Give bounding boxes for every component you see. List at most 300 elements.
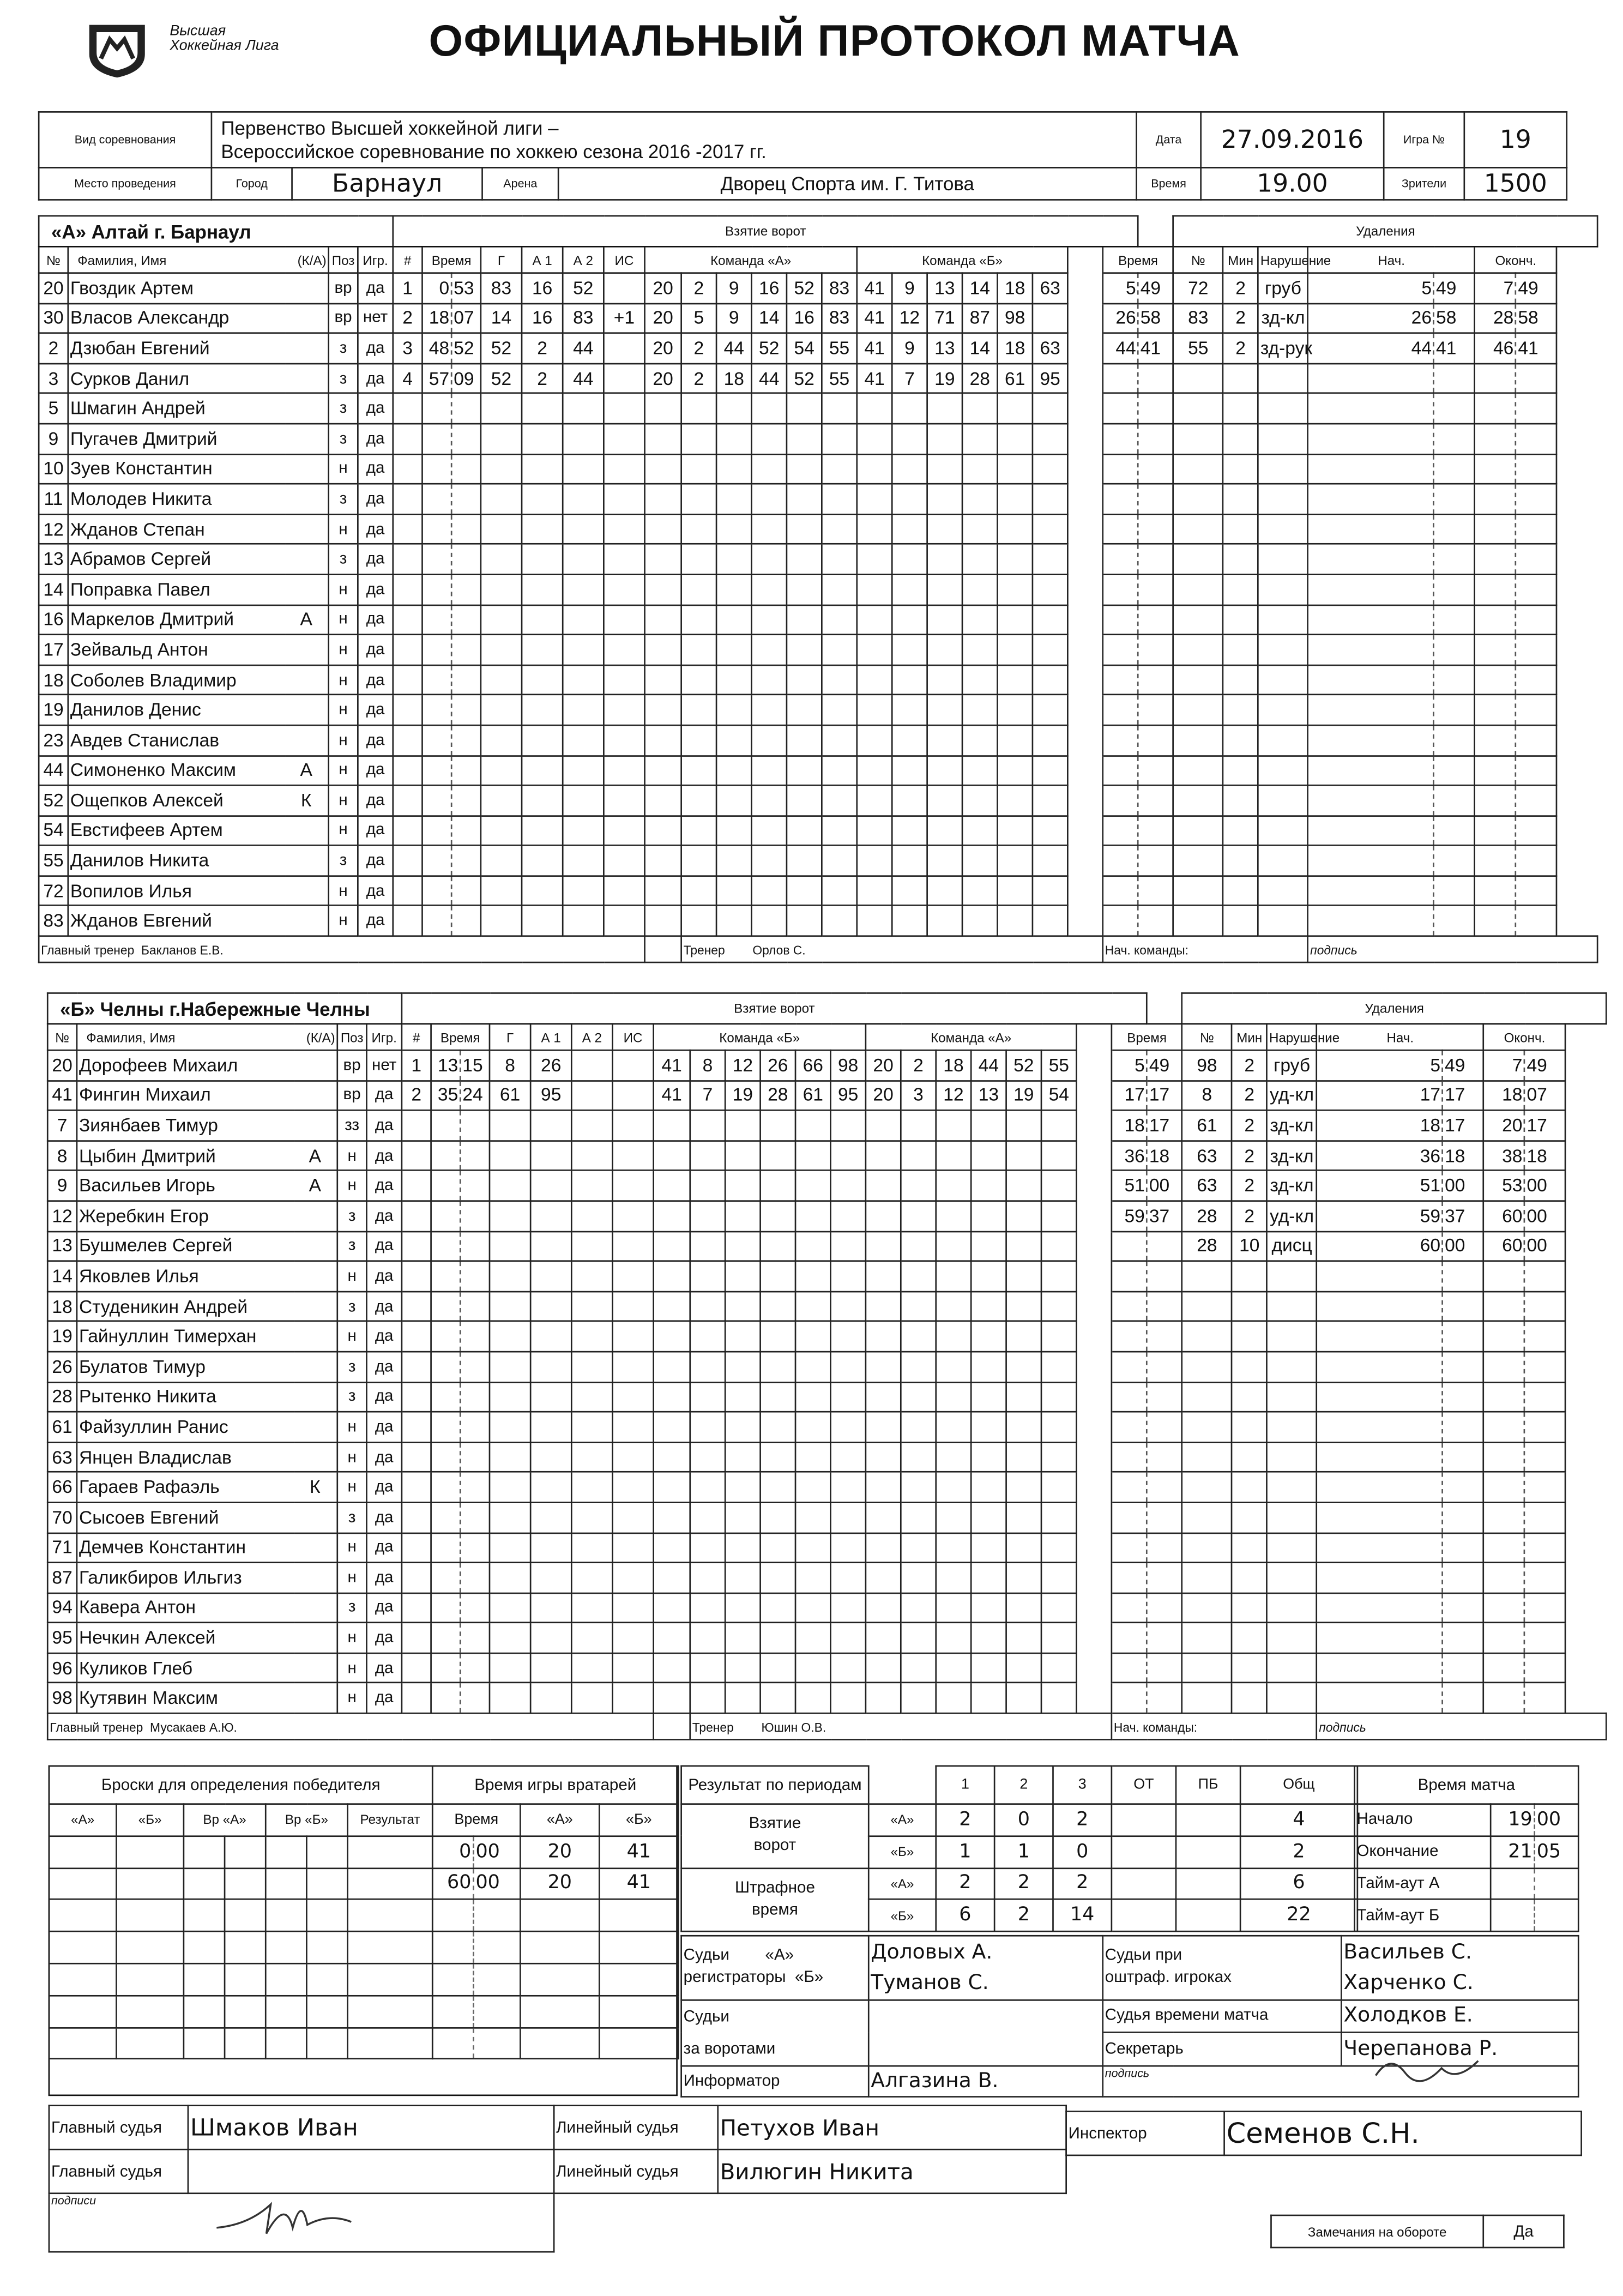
opp-ice-player xyxy=(997,876,1032,906)
goal-scorer: 83 xyxy=(481,273,522,303)
on-ice-player xyxy=(751,574,786,604)
player-name: Соболев Владимир xyxy=(68,665,285,695)
goal-scorer xyxy=(481,605,522,635)
on-ice-player xyxy=(795,1442,830,1472)
goal-a1 xyxy=(522,695,563,725)
goal-is xyxy=(612,1593,653,1623)
pen-min-clock: 17 xyxy=(1112,1080,1147,1110)
opp-ice-player xyxy=(971,1502,1006,1532)
h-time: Время xyxy=(422,246,480,273)
player-name: Файзуллин Ранис xyxy=(77,1412,293,1442)
opp-ice-player xyxy=(927,785,962,815)
opp-ice-player xyxy=(997,484,1032,514)
on-ice-player xyxy=(822,394,856,424)
goal-a1: 2 xyxy=(522,364,563,394)
opp-ice-player xyxy=(927,695,962,725)
goal-a1: 16 xyxy=(522,273,563,303)
pen-start-s: 37 xyxy=(1443,1201,1483,1231)
pim-value xyxy=(1112,1900,1176,1932)
pen-end-m xyxy=(1475,906,1516,936)
pen-min-clock xyxy=(1112,1231,1147,1261)
goal-sec xyxy=(460,1683,490,1713)
goal-no xyxy=(402,1291,431,1321)
opp-ice-player xyxy=(936,1563,971,1593)
player-pos: н xyxy=(337,1533,367,1563)
pen-minutes xyxy=(1223,876,1258,906)
player-no: 28 xyxy=(47,1382,77,1412)
opp-ice-player xyxy=(901,1412,936,1442)
on-ice-player xyxy=(795,1111,830,1141)
goal-a2 xyxy=(571,1291,612,1321)
goal-a1 xyxy=(522,906,563,936)
pen-infraction xyxy=(1258,605,1308,635)
player-row xyxy=(47,1623,1607,1653)
pen-sec-clock: 00 xyxy=(1147,1171,1182,1201)
opp-ice-player xyxy=(962,605,997,635)
pen-end-s xyxy=(1524,1261,1565,1291)
on-ice-player xyxy=(645,695,681,725)
goals-value: 0 xyxy=(1053,1836,1111,1868)
pen-player xyxy=(1173,544,1223,574)
on-ice-player: 8 xyxy=(690,1050,725,1080)
pen-sec-clock xyxy=(1138,484,1173,514)
pen-player xyxy=(1173,635,1223,665)
pen-end-m xyxy=(1475,635,1516,665)
goals-value: 2 xyxy=(1053,1804,1111,1836)
pen-end-m xyxy=(1483,1412,1524,1442)
opp-ice-player xyxy=(971,1412,1006,1442)
player-ka xyxy=(285,846,329,876)
opp-ice-player: 13 xyxy=(971,1080,1006,1110)
per-title: Результат по периодам xyxy=(681,1766,869,1804)
pen-sec-clock xyxy=(1138,665,1173,695)
on-ice-player: 41 xyxy=(654,1080,690,1110)
pen-sec-clock xyxy=(1138,364,1173,394)
pen-end-s: 07 xyxy=(1524,1080,1565,1110)
sh-result: Результат xyxy=(348,1804,433,1836)
opp-ice-player xyxy=(1033,394,1067,424)
player-ka xyxy=(293,1352,337,1382)
goal-scorer xyxy=(481,785,522,815)
on-ice-player xyxy=(690,1141,725,1171)
pen-player: 8 xyxy=(1182,1080,1232,1110)
goal-is xyxy=(604,846,644,876)
secretary-signature xyxy=(1361,2046,1537,2090)
pen-start-s xyxy=(1434,665,1475,695)
player-no: 19 xyxy=(39,695,68,725)
player-no: 9 xyxy=(47,1171,77,1201)
player-no: 20 xyxy=(39,273,68,303)
pen-min-clock xyxy=(1112,1623,1147,1653)
pen-sec-clock xyxy=(1147,1231,1182,1261)
opp-ice-player xyxy=(892,785,927,815)
opp-ice-player xyxy=(901,1111,936,1141)
page-title: ОФИЦИАЛЬНЫЙ ПРОТОКОЛ МАТЧА xyxy=(429,17,1241,66)
goal-a2 xyxy=(571,1442,612,1472)
on-ice-player xyxy=(645,876,681,906)
goals-value: 1 xyxy=(994,1836,1053,1868)
opp-ice-player xyxy=(1033,665,1067,695)
pen-start-s: 41 xyxy=(1434,333,1475,363)
opp-ice-player xyxy=(901,1563,936,1593)
pen-sec-clock: 41 xyxy=(1138,333,1173,363)
opp-ice-player xyxy=(857,725,892,755)
opp-ice-player xyxy=(1006,1322,1041,1352)
on-ice-player xyxy=(690,1442,725,1472)
goal-sec xyxy=(460,1352,490,1382)
goal-sec xyxy=(451,424,481,454)
pen-end-m xyxy=(1483,1472,1524,1502)
player-name: Кавера Антон xyxy=(77,1593,293,1623)
notes-table xyxy=(1270,2215,1565,2249)
player-ka xyxy=(293,1382,337,1412)
on-ice-player xyxy=(725,1563,760,1593)
on-ice-player: 20 xyxy=(645,303,681,333)
pen-end-m: 7 xyxy=(1475,273,1516,303)
on-ice-player xyxy=(830,1382,865,1412)
h-a2: А 2 xyxy=(571,1024,612,1050)
player-row xyxy=(39,394,1598,424)
pen-minutes: 2 xyxy=(1223,333,1258,363)
goal-min xyxy=(422,514,451,544)
pen-start-s xyxy=(1434,454,1475,484)
period-results-table xyxy=(680,1765,1358,1933)
player-name: Зиянбаев Тимур xyxy=(77,1111,293,1141)
pen-sec-clock xyxy=(1147,1653,1182,1683)
player-igr: да xyxy=(358,424,393,454)
pen-start-s xyxy=(1434,514,1475,544)
goal-scorer xyxy=(481,816,522,846)
player-ka xyxy=(285,816,329,846)
on-ice-player xyxy=(787,876,822,906)
opp-ice-player xyxy=(892,665,927,695)
goal-is xyxy=(604,424,644,454)
pen-minutes xyxy=(1223,574,1258,604)
pen-end-s xyxy=(1516,484,1556,514)
player-pos: н xyxy=(329,695,358,725)
goal-min xyxy=(431,1502,461,1532)
player-name: Пугачев Дмитрий xyxy=(68,424,285,454)
pen-sec-clock xyxy=(1138,695,1173,725)
h-no: № xyxy=(39,246,68,273)
h-pos: Поз xyxy=(329,246,358,273)
opp-ice-player xyxy=(866,1502,901,1532)
goal-scorer xyxy=(490,1382,530,1412)
goal-no xyxy=(402,1502,431,1532)
pen-start-m: 5 xyxy=(1317,1050,1443,1080)
pen-infraction xyxy=(1267,1322,1317,1352)
goal-scorer xyxy=(490,1322,530,1352)
goal-no: 3 xyxy=(393,333,423,363)
goal-sec xyxy=(460,1412,490,1442)
linesman-label-1: Линейный судья xyxy=(554,2106,718,2150)
goal-no xyxy=(393,454,423,484)
pen-sec-clock xyxy=(1138,725,1173,755)
goal-a1: 2 xyxy=(522,333,563,363)
goal-scorer xyxy=(481,695,522,725)
pim-value xyxy=(1176,1900,1240,1932)
player-ka xyxy=(285,574,329,604)
main-ref-label-2: Главный судья xyxy=(49,2149,188,2193)
player-no: 52 xyxy=(39,785,68,815)
opp-ice-player xyxy=(892,816,927,846)
on-ice-player xyxy=(795,1382,830,1412)
pim-value: 2 xyxy=(1053,1868,1111,1900)
h-is: ИС xyxy=(604,246,644,273)
h-pen-start: Нач. xyxy=(1317,1024,1483,1050)
pen-minutes xyxy=(1223,484,1258,514)
player-igr: да xyxy=(366,1533,401,1563)
goal-a2 xyxy=(571,1171,612,1201)
goal-sec xyxy=(460,1502,490,1532)
pen-end-s xyxy=(1524,1502,1565,1532)
player-name: Вопилов Илья xyxy=(68,876,285,906)
pen-minutes xyxy=(1223,424,1258,454)
player-no: 2 xyxy=(39,333,68,363)
on-ice-player: 16 xyxy=(787,303,822,333)
pen-player: 28 xyxy=(1182,1231,1232,1261)
on-ice-player xyxy=(654,1201,690,1231)
opp-ice-player xyxy=(1006,1563,1041,1593)
player-pos: н xyxy=(329,574,358,604)
pen-min-clock xyxy=(1103,665,1138,695)
opp-ice-player xyxy=(997,574,1032,604)
on-ice-player xyxy=(654,1322,690,1352)
on-ice-player xyxy=(645,514,681,544)
gk-time-h: Время xyxy=(432,1804,520,1836)
player-ka xyxy=(293,1291,337,1321)
player-name: Дзюбан Евгений xyxy=(68,333,285,363)
player-row xyxy=(39,364,1598,394)
on-ice-player xyxy=(645,635,681,665)
pen-minutes: 2 xyxy=(1223,303,1258,333)
opp-ice-player xyxy=(857,906,892,936)
pen-start-s xyxy=(1434,876,1475,906)
opp-ice-player xyxy=(1006,1141,1041,1171)
on-ice-player xyxy=(716,695,751,725)
goal-no xyxy=(393,755,423,785)
pen-end-s xyxy=(1524,1322,1565,1352)
player-row xyxy=(39,424,1598,454)
opp-ice-player xyxy=(866,1593,901,1623)
h-name: Фамилия, Имя (К/А) xyxy=(68,246,329,273)
player-igr: да xyxy=(366,1382,401,1412)
start-label: Начало xyxy=(1355,1804,1491,1836)
pen-end-s xyxy=(1516,514,1556,544)
goal-sec: 53 xyxy=(451,273,481,303)
goal-min: 13 xyxy=(431,1050,461,1080)
player-row xyxy=(47,1231,1607,1261)
goal-scorer xyxy=(490,1352,530,1382)
goal-a2 xyxy=(571,1653,612,1683)
player-name: Гайнуллин Тимерхан xyxy=(77,1322,293,1352)
player-no: 72 xyxy=(39,876,68,906)
opp-ice-player xyxy=(1006,1593,1041,1623)
goal-a2 xyxy=(571,1111,612,1141)
on-ice-player xyxy=(654,1593,690,1623)
opp-ice-player xyxy=(962,665,997,695)
goal-min xyxy=(431,1231,461,1261)
tot-h: Общ xyxy=(1240,1766,1357,1804)
pen-start-m xyxy=(1308,605,1434,635)
goal-sec: 52 xyxy=(451,333,481,363)
opp-ice-player: 41 xyxy=(857,273,892,303)
player-pos: н xyxy=(337,1442,367,1472)
pen-end-s xyxy=(1524,1623,1565,1653)
goal-a1 xyxy=(522,725,563,755)
player-no: 55 xyxy=(39,846,68,876)
on-ice-player: 7 xyxy=(690,1080,725,1110)
player-row xyxy=(39,635,1598,665)
opp-ice-player: 14 xyxy=(962,273,997,303)
pen-player xyxy=(1173,665,1223,695)
opp-ice-player xyxy=(962,906,997,936)
pen-start-s xyxy=(1443,1563,1483,1593)
pen-minutes xyxy=(1223,816,1258,846)
pen-end-s xyxy=(1524,1291,1565,1321)
goal-is xyxy=(612,1111,653,1141)
goal-scorer xyxy=(481,424,522,454)
player-ka xyxy=(293,1412,337,1442)
pen-min-clock xyxy=(1112,1502,1147,1532)
goal-scorer xyxy=(490,1502,530,1532)
on-ice-player xyxy=(690,1322,725,1352)
pen-player xyxy=(1173,846,1223,876)
player-row xyxy=(39,846,1598,876)
opp-ice-player xyxy=(997,906,1032,936)
goal-is xyxy=(604,574,644,604)
goal-is xyxy=(612,1291,653,1321)
goal-a2 xyxy=(571,1563,612,1593)
pen-start-m xyxy=(1317,1563,1443,1593)
opp-ice-player xyxy=(892,755,927,785)
pen-sec-clock xyxy=(1147,1322,1182,1352)
pen-min-clock xyxy=(1103,574,1138,604)
player-no: 26 xyxy=(47,1352,77,1382)
opp-ice-player xyxy=(857,876,892,906)
h-opp-ice: Команда «А» xyxy=(866,1024,1077,1050)
opp-ice-player xyxy=(936,1322,971,1352)
player-row xyxy=(47,1502,1607,1532)
goal-is xyxy=(604,364,644,394)
game-label: Игра № xyxy=(1384,112,1464,167)
opp-ice-player: 7 xyxy=(892,364,927,394)
h-pen-inf: Нарушение xyxy=(1258,246,1308,273)
player-row xyxy=(39,484,1598,514)
goal-is xyxy=(604,725,644,755)
player-name: Шмагин Андрей xyxy=(68,394,285,424)
arena-value: Дворец Спорта им. Г. Титова xyxy=(558,167,1136,200)
pen-infraction xyxy=(1258,635,1308,665)
pen-player xyxy=(1173,755,1223,785)
opp-ice-player xyxy=(1041,1382,1076,1412)
opp-ice-player xyxy=(901,1653,936,1683)
goal-a2 xyxy=(563,665,604,695)
goals-label: Взятие ворот xyxy=(681,1804,869,1868)
goal-scorer xyxy=(481,394,522,424)
pen-end-s xyxy=(1524,1593,1565,1623)
opp-ice-player xyxy=(1041,1111,1076,1141)
player-row xyxy=(39,333,1598,363)
goal-a1 xyxy=(522,394,563,424)
pen-minutes xyxy=(1223,785,1258,815)
on-ice-player xyxy=(830,1683,865,1713)
player-igr: да xyxy=(366,1683,401,1713)
pen-infraction: уд-кл xyxy=(1267,1080,1317,1110)
vr-b: Вр «Б» xyxy=(266,1804,347,1836)
goal-sec xyxy=(451,785,481,815)
pen-start-s xyxy=(1434,605,1475,635)
pen-player: 83 xyxy=(1173,303,1223,333)
opp-ice-player xyxy=(901,1141,936,1171)
place-table xyxy=(38,167,1567,201)
pen-player xyxy=(1182,1623,1232,1653)
opp-ice-player xyxy=(901,1472,936,1502)
on-ice-player xyxy=(822,876,856,906)
pen-sec-clock xyxy=(1147,1291,1182,1321)
on-ice-player xyxy=(690,1472,725,1502)
pen-sec-clock xyxy=(1138,394,1173,424)
pen-end-m xyxy=(1475,695,1516,725)
opp-ice-player xyxy=(892,454,927,484)
on-ice-player xyxy=(787,816,822,846)
goal-min xyxy=(431,1382,461,1412)
pen-end-s xyxy=(1516,424,1556,454)
main-ref-1: Шмаков Иван xyxy=(188,2106,554,2150)
opp-ice-player xyxy=(1006,1683,1041,1713)
goal-a2 xyxy=(563,785,604,815)
pen-start-s xyxy=(1434,484,1475,514)
goal-scorer: 8 xyxy=(490,1050,530,1080)
pen-min-clock xyxy=(1103,755,1138,785)
on-ice-player xyxy=(654,1533,690,1563)
goal-sec xyxy=(460,1593,490,1623)
pen-player xyxy=(1173,816,1223,846)
start-m: 00 xyxy=(1535,1804,1579,1836)
on-ice-player xyxy=(761,1261,795,1291)
goal-is xyxy=(604,665,644,695)
opp-ice-player xyxy=(997,665,1032,695)
pen-player: 63 xyxy=(1182,1171,1232,1201)
pim-value: 22 xyxy=(1240,1900,1357,1932)
goal-no xyxy=(402,1533,431,1563)
pen-player: 98 xyxy=(1182,1050,1232,1080)
pen-infraction xyxy=(1258,755,1308,785)
on-ice-player xyxy=(690,1111,725,1141)
opp-ice-player: 9 xyxy=(892,273,927,303)
pen-end-s xyxy=(1516,816,1556,846)
on-ice-player xyxy=(654,1412,690,1442)
goals-value: 2 xyxy=(1240,1836,1357,1868)
player-ka xyxy=(285,484,329,514)
player-row xyxy=(47,1683,1607,1713)
opp-ice-player xyxy=(1006,1382,1041,1412)
on-ice-player xyxy=(787,755,822,785)
match-time-table xyxy=(1354,1765,1579,1933)
sh-a: «А» xyxy=(49,1804,116,1836)
opp-ice-player xyxy=(962,544,997,574)
pen-start-m xyxy=(1317,1352,1443,1382)
on-ice-player xyxy=(830,1412,865,1442)
opp-ice-player xyxy=(1006,1442,1041,1472)
opp-ice-player xyxy=(927,906,962,936)
player-no: 17 xyxy=(39,635,68,665)
on-ice-player xyxy=(822,514,856,544)
pen-player: 55 xyxy=(1173,333,1223,363)
on-ice-player: 2 xyxy=(681,364,716,394)
player-name: Дорофеев Михаил xyxy=(77,1050,293,1080)
pen-start-m xyxy=(1317,1623,1443,1653)
